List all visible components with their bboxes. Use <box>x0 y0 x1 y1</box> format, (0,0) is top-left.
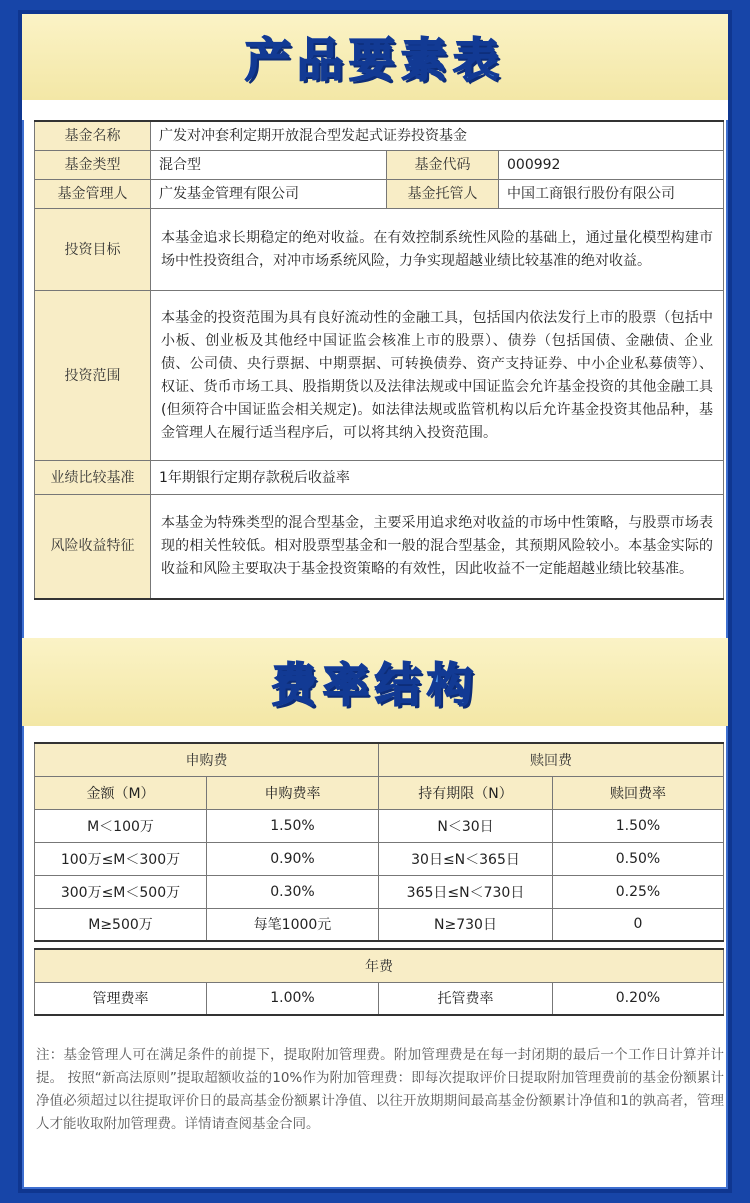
scope-label: 投资范围 <box>35 291 151 461</box>
table-row <box>35 291 724 461</box>
col-amount: 金额（M） <box>35 776 207 809</box>
table-spacer <box>35 941 724 949</box>
manager-value: 广发基金管理有限公司 <box>151 180 387 209</box>
benchmark-label: 业绩比较基准 <box>35 461 151 495</box>
table-row <box>35 809 724 842</box>
amount-cell: M＜100万 <box>35 809 207 842</box>
table-row <box>35 209 724 291</box>
red-rate-cell: 0 <box>553 908 724 941</box>
fee-table <box>34 742 724 1016</box>
page-frame <box>18 10 732 1193</box>
sub-rate-cell: 1.50% <box>207 809 379 842</box>
holding-cell: N＜30日 <box>379 809 553 842</box>
custody-fee-value: 0.20% <box>553 982 724 1015</box>
table-row <box>35 982 724 1015</box>
custodian-value: 中国工商银行股份有限公司 <box>499 180 724 209</box>
product-elements-title: 产品要素表 <box>245 33 505 87</box>
sub-rate-cell: 0.90% <box>207 842 379 875</box>
custodian-label: 基金托管人 <box>387 180 499 209</box>
product-elements-table <box>34 120 724 600</box>
table-row <box>35 461 724 495</box>
footnote: 注：基金管理人可在满足条件的前提下，提取附加管理费。附加管理费是在每一封闭期的最后一个工作日计算并计提。 按照“新高法原则”提取超额收益的10%作为附加管理费：即每次提取评价日提取附加管理费前的基金份额累计净值必须超过以往提取评价日的最高基金份额累计净值、以往开放期期间最高基金份额累计净值和1的孰高者，管理人才能收取附加管理费。详情请查阅基金合同。 <box>36 1047 724 1132</box>
table-row <box>35 743 724 776</box>
fund-name-value: 广发对冲套利定期开放混合型发起式证券投资基金 <box>151 121 724 151</box>
red-rate-cell: 0.50% <box>553 842 724 875</box>
redemption-fee-header: 赎回费 <box>379 743 724 776</box>
holding-cell: 365日≤N＜730日 <box>379 875 553 908</box>
table-row <box>35 495 724 599</box>
table-row <box>35 180 724 209</box>
fund-code-value: 000992 <box>499 151 724 180</box>
spacer-cell <box>35 941 724 949</box>
table-row <box>35 908 724 941</box>
management-fee-value: 1.00% <box>207 982 379 1015</box>
objective-label: 投资目标 <box>35 209 151 291</box>
fund-code-label: 基金代码 <box>387 151 499 180</box>
benchmark-value: 1年期银行定期存款税后收益率 <box>151 461 724 495</box>
fund-type-value: 混合型 <box>151 151 387 180</box>
amount-cell: M≥500万 <box>35 908 207 941</box>
annual-fee-header: 年费 <box>35 949 724 982</box>
risk-value: 本基金为特殊类型的混合型基金，主要采用追求绝对收益的市场中性策略，与股票市场表现的相关性较低。相对股票型基金和一般的混合型基金，其预期风险较小。本基金实际的收益和风险主要取决于基金投资策略的有效性，因此收益不一定能超越业绩比较基准。 <box>151 495 724 599</box>
table-row <box>35 776 724 809</box>
subscription-fee-header: 申购费 <box>35 743 379 776</box>
fund-name-label: 基金名称 <box>35 121 151 151</box>
fund-type-label: 基金类型 <box>35 151 151 180</box>
scope-value: 本基金的投资范围为具有良好流动性的金融工具，包括国内依法发行上市的股票（包括中小板、创业板及其他经中国证监会核准上市的股票）、债券（包括国债、金融债、企业债、公司债、央行票据、中期票据、可转换债券、资产支持证券、中小企业私募债等）、权证、货币市场工具、股指期货以及法律法规或中国证监会允许基金投资的其他金融工具(但须符合中国证监会相关规定)。如法律法规或监管机构以后允许基金投资其他品种，基金管理人在履行适当程序后，可以将其纳入投资范围。 <box>151 291 724 461</box>
table-row <box>35 151 724 180</box>
col-subscription-rate: 申购费率 <box>207 776 379 809</box>
amount-cell: 100万≤M＜300万 <box>35 842 207 875</box>
spacer <box>22 100 728 120</box>
product-elements-banner <box>22 14 728 100</box>
risk-label: 风险收益特征 <box>35 495 151 599</box>
red-rate-cell: 1.50% <box>553 809 724 842</box>
holding-cell: N≥730日 <box>379 908 553 941</box>
holding-cell: 30日≤N＜365日 <box>379 842 553 875</box>
red-rate-cell: 0.25% <box>553 875 724 908</box>
sub-rate-cell: 每笔1000元 <box>207 908 379 941</box>
table-row <box>35 949 724 982</box>
table-row <box>35 875 724 908</box>
col-redemption-rate: 赎回费率 <box>553 776 724 809</box>
col-holding-period: 持有期限（N） <box>379 776 553 809</box>
table-row <box>35 842 724 875</box>
management-fee-label: 管理费率 <box>35 982 207 1015</box>
objective-value: 本基金追求长期稳定的绝对收益。在有效控制系统性风险的基础上，通过量化模型构建市场中性投资组合，对冲市场系统风险，力争实现超越业绩比较基准的绝对收益。 <box>151 209 724 291</box>
fee-structure-banner <box>22 638 728 726</box>
amount-cell: 300万≤M＜500万 <box>35 875 207 908</box>
manager-label: 基金管理人 <box>35 180 151 209</box>
table-row <box>35 121 724 151</box>
sub-rate-cell: 0.30% <box>207 875 379 908</box>
custody-fee-label: 托管费率 <box>379 982 553 1015</box>
fee-structure-title: 费率结构 <box>271 658 479 712</box>
